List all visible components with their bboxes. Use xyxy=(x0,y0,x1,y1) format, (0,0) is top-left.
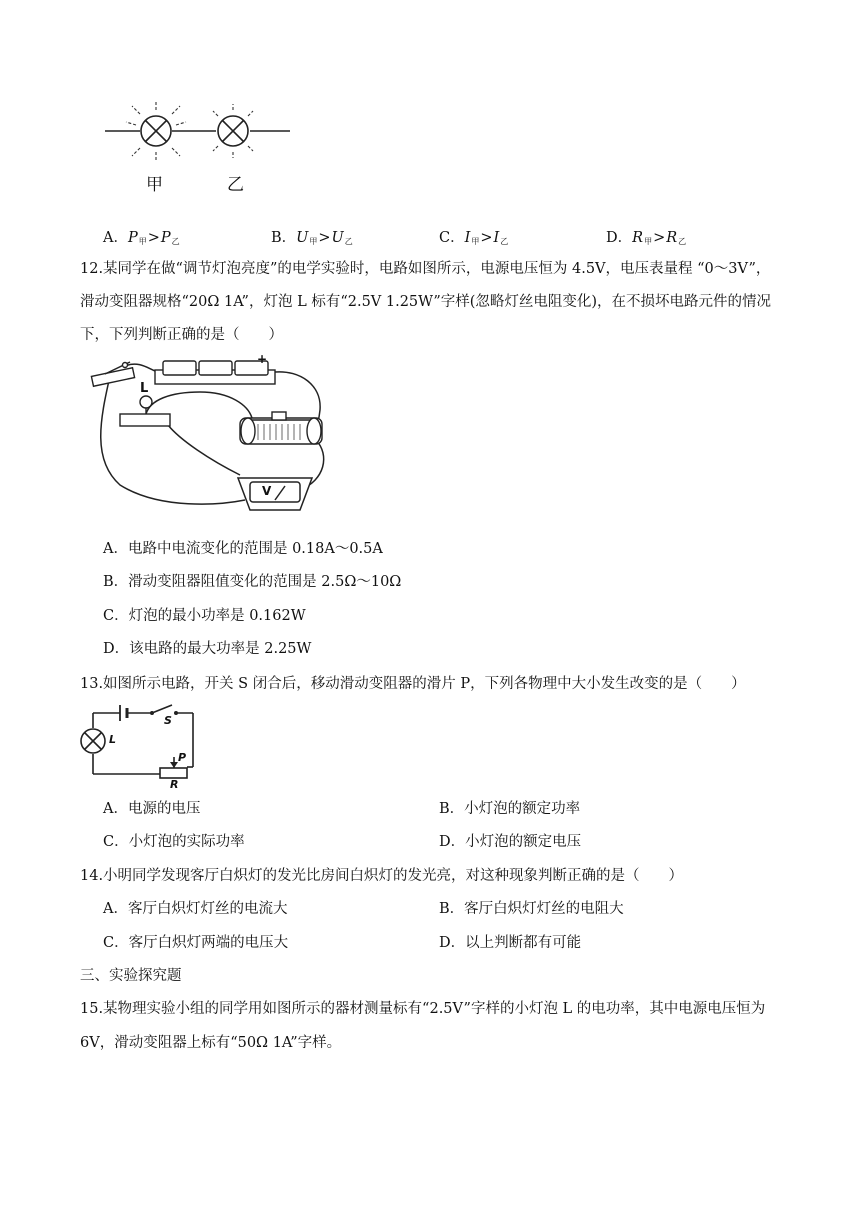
q12-option-b[interactable]: B．滑动变阻器阻值变化的范围是 2.5Ω～10Ω xyxy=(103,574,402,590)
q11-option-d[interactable]: D．$R_甲>R_乙$ xyxy=(606,230,687,246)
q14-option-c[interactable]: C．客厅白炽灯两端的电压大 xyxy=(103,935,289,951)
bulb-yi-label: 乙 xyxy=(227,175,244,195)
q11-option-a[interactable]: A．$P_甲>P_乙$ xyxy=(103,230,180,246)
q11-option-c[interactable]: C．$I_甲>I_乙$ xyxy=(439,230,509,246)
q13-option-c[interactable]: C．小灯泡的实际功率 xyxy=(103,834,245,850)
q13-option-a[interactable]: A．电源的电压 xyxy=(103,801,201,817)
q15-text-line-2: 6V，滑动变阻器上标有“50Ω 1A”字样。 xyxy=(80,1035,342,1051)
q12-option-a[interactable]: A．电路中电流变化的范围是 0.18A～0.5A xyxy=(103,541,383,557)
q12-text-line-2: 滑动变阻器规格“20Ω 1A”，灯泡 L 标有“2.5V 1.25W”字样(忽略灯丝电阻变化)，在不损坏电路元件的情况 xyxy=(80,294,772,310)
q12-plus-label: + xyxy=(257,352,268,366)
q14-option-a[interactable]: A．客厅白炽灯灯丝的电流大 xyxy=(103,901,288,917)
q14-option-d[interactable]: D．以上判断都有可能 xyxy=(439,935,582,951)
q15-text-line-1: 15.某物理实验小组的同学用如图所示的器材测量标有“2.5V”字样的小灯泡 L 的电功率，其中电源电压恒为 xyxy=(80,1001,766,1017)
q13-slider-label: P xyxy=(178,751,187,764)
section-heading: 三、实验探究题 xyxy=(80,968,182,984)
q12-option-d[interactable]: D．该电路的最大功率是 2.25W xyxy=(103,641,312,657)
q14-text-line-1: 14.小明同学发现客厅白炽灯的发光比房间白炽灯的发光亮，对这种现象判断正确的是（ ） xyxy=(80,868,684,884)
q13-switch-label: S xyxy=(164,714,172,727)
q12-option-c[interactable]: C．灯泡的最小功率是 0.162W xyxy=(103,608,306,624)
q12-voltmeter-label: V xyxy=(262,484,272,498)
q12-text-line-3: 下，下列判断正确的是（ ） xyxy=(80,327,283,343)
q13-option-d[interactable]: D．小灯泡的额定电压 xyxy=(439,834,582,850)
q12-text-line-1: 12.某同学在做“调节灯泡亮度”的电学实验时，电路如图所示，电源电压恒为 4.5V，电压表量程 “0～3V”， xyxy=(80,261,771,277)
q14-option-b[interactable]: B．客厅白炽灯灯丝的电阻大 xyxy=(439,901,624,917)
q13-text-line-1: 13.如图所示电路，开关 S 闭合后，移动滑动变阻器的滑片 P，下列各物理中大小发生改变的是（ ） xyxy=(80,676,746,692)
bulb-jia-label: 甲 xyxy=(146,175,163,195)
q11-option-b[interactable]: B．$U_甲>U_乙$ xyxy=(271,230,353,246)
q13-resistor-label: R xyxy=(170,778,179,791)
q12-lamp-label: L xyxy=(140,381,149,396)
q13-lamp-label: L xyxy=(109,733,117,746)
q13-option-b[interactable]: B．小灯泡的额定功率 xyxy=(439,801,581,817)
